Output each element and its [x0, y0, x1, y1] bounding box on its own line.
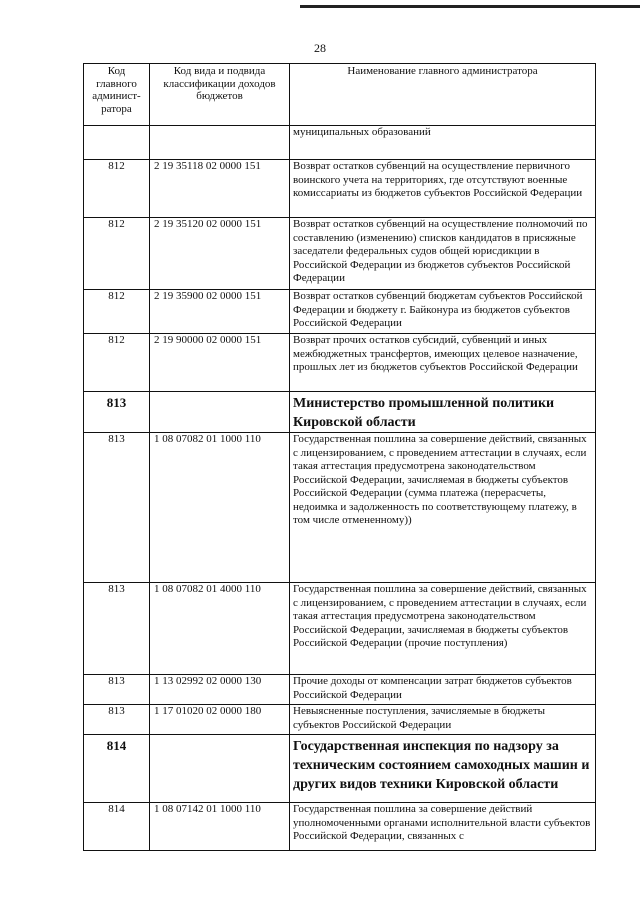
table-row — [84, 334, 596, 392]
table-row — [84, 160, 596, 218]
table-row — [84, 675, 596, 705]
table-row — [84, 392, 596, 433]
admin-name-cell: Государственная пошлина за совершение действий, связанных с лицензированием, с проведением аттестации в случаях, если такая аттестация предусмотрена законодательством Российской Федерации, зачисляемая в бюджеты субъектов Российской Федерации (прочие поступления) — [290, 583, 596, 675]
admin-name-cell: Государственная пошлина за совершение действий уполномоченными органами исполнительной власти субъектов Российской Федерации, связанных с — [290, 803, 596, 851]
admin-code-cell: 812 — [84, 218, 150, 290]
page-number: 28 — [314, 41, 326, 55]
table-row — [84, 126, 596, 160]
table-body — [84, 126, 596, 851]
table-header-row — [84, 64, 596, 126]
top-rule — [300, 5, 640, 8]
admin-name-cell: Министерство промышленной политики Кировской области — [290, 392, 596, 433]
classification-code-cell: 1 08 07082 01 4000 110 — [150, 583, 290, 675]
admin-code-cell: 812 — [84, 334, 150, 392]
admin-name-cell: Прочие доходы от компенсации затрат бюджетов субъектов Российской Федерации — [290, 675, 596, 705]
header-classification-code: Код вида и подвида классификации доходов бюджетов — [150, 64, 290, 126]
table-row — [84, 735, 596, 803]
admin-code-cell: 812 — [84, 160, 150, 218]
header-admin-code: Код главного админист-ратора — [84, 64, 150, 126]
classification-code-cell: 1 08 07142 01 1000 110 — [150, 803, 290, 851]
header-admin-name: Наименование главного администратора — [290, 64, 596, 126]
admin-name-cell: Возврат остатков субвенций бюджетам субъектов Российской Федерации и бюджету г. Байконура из бюджетов субъектов Российской Федерации — [290, 290, 596, 334]
admin-name-cell: муниципальных образований — [290, 126, 596, 160]
admin-code-cell: 812 — [84, 290, 150, 334]
table-row — [84, 583, 596, 675]
table-row — [84, 433, 596, 583]
admin-code-cell: 813 — [84, 705, 150, 735]
classification-code-cell: 1 08 07082 01 1000 110 — [150, 433, 290, 583]
classification-code-cell: 2 19 35120 02 0000 151 — [150, 218, 290, 290]
classification-code-cell — [150, 392, 290, 433]
admin-code-cell: 814 — [84, 735, 150, 803]
revenue-administrators-table — [83, 63, 596, 851]
admin-code-cell: 813 — [84, 675, 150, 705]
classification-code-cell: 1 17 01020 02 0000 180 — [150, 705, 290, 735]
table-row — [84, 290, 596, 334]
classification-code-cell — [150, 126, 290, 160]
admin-code-cell: 813 — [84, 433, 150, 583]
admin-code-cell — [84, 126, 150, 160]
table-row — [84, 218, 596, 290]
admin-name-cell: Невыясненные поступления, зачисляемые в бюджеты субъектов Российской Федерации — [290, 705, 596, 735]
classification-code-cell: 2 19 90000 02 0000 151 — [150, 334, 290, 392]
admin-name-cell: Возврат остатков субвенций на осуществление первичного воинского учета на территориях, где отсутствуют военные комиссариаты из бюджетов субъектов Российской Федерации — [290, 160, 596, 218]
classification-code-cell: 2 19 35118 02 0000 151 — [150, 160, 290, 218]
admin-code-cell: 813 — [84, 583, 150, 675]
classification-code-cell: 2 19 35900 02 0000 151 — [150, 290, 290, 334]
admin-name-cell: Государственная инспекция по надзору за техническим состоянием самоходных машин и других видов техники Кировской области — [290, 735, 596, 803]
admin-name-cell: Государственная пошлина за совершение действий, связанных с лицензированием, с проведением аттестации в случаях, если такая аттестация предусмотрена законодательством Российской Федерации, зачисляемая в бюджеты субъектов Российской Федерации (сумма платежа (перерасчеты, недоимка и задолженность по соответствующему платежу, в том числе отмененному)) — [290, 433, 596, 583]
admin-code-cell: 813 — [84, 392, 150, 433]
admin-name-cell: Возврат остатков субвенций на осуществление полномочий по составлению (изменению) списков кандидатов в присяжные заседатели федеральных судов общей юрисдикции в Российской Федерации из бюджетов субъектов Российской Федерации — [290, 218, 596, 290]
admin-code-cell: 814 — [84, 803, 150, 851]
classification-code-cell: 1 13 02992 02 0000 130 — [150, 675, 290, 705]
classification-code-cell — [150, 735, 290, 803]
admin-name-cell: Возврат прочих остатков субсидий, субвенций и иных межбюджетных трансфертов, имеющих целевое назначение, прошлых лет из бюджетов субъектов Российской Федерации — [290, 334, 596, 392]
table-row — [84, 803, 596, 851]
table-row — [84, 705, 596, 735]
